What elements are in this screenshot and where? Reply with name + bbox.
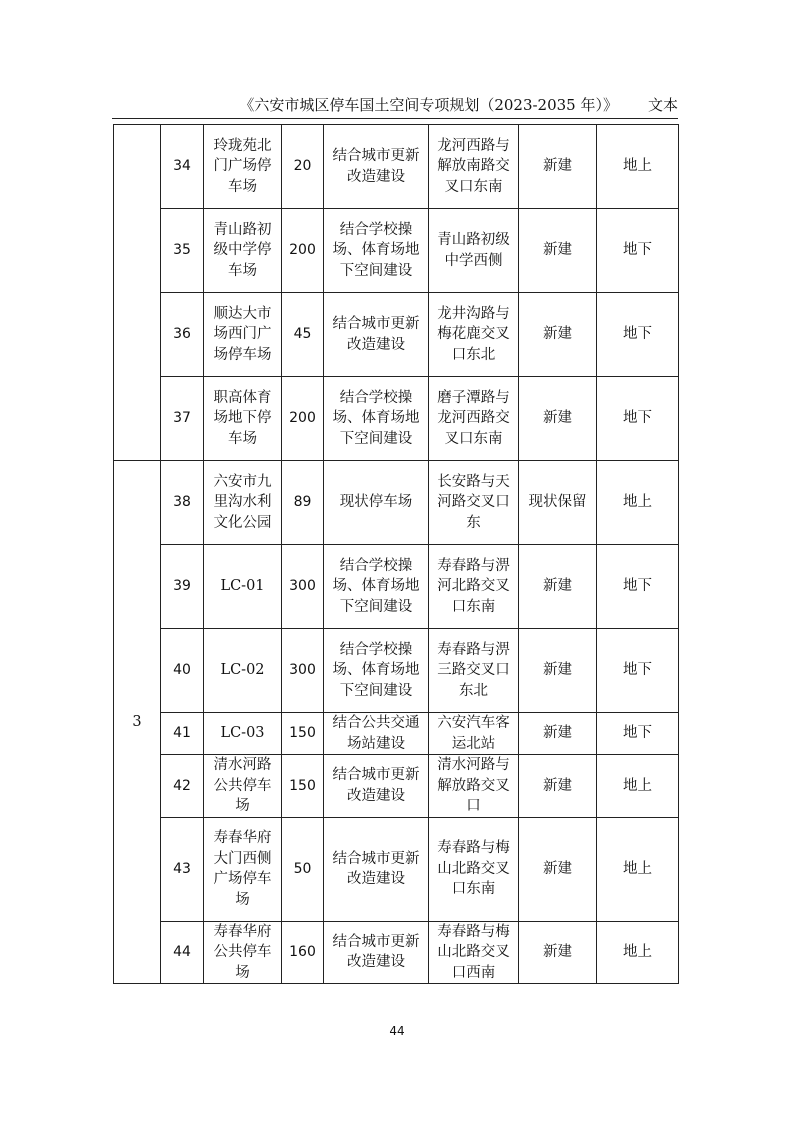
cell-level: 地下: [597, 293, 679, 377]
cell-capacity: 160: [282, 921, 324, 984]
cell-parking-name: 青山路初级中学停车场: [204, 209, 282, 293]
cell-construction-mode: 结合学校操场、体育场地下空间建设: [324, 209, 429, 293]
cell-level: 地上: [597, 817, 679, 921]
cell-parking-name: 玲珑苑北门广场停车场: [204, 125, 282, 209]
cell-serial-number: 43: [161, 817, 204, 921]
cell-construction-type: 新建: [519, 817, 597, 921]
table-row: [114, 209, 679, 293]
table-row: [114, 461, 679, 545]
cell-serial-number: 35: [161, 209, 204, 293]
cell-location: 寿春路与梅山北路交叉口西南: [429, 921, 519, 984]
cell-location: 青山路初级中学西侧: [429, 209, 519, 293]
cell-location: 长安路与天河路交叉口东: [429, 461, 519, 545]
cell-construction-mode: 结合城市更新改造建设: [324, 755, 429, 818]
table-row: [114, 629, 679, 713]
cell-serial-number: 36: [161, 293, 204, 377]
cell-location: 寿春路与梅山北路交叉口东南: [429, 817, 519, 921]
cell-level: 地上: [597, 461, 679, 545]
cell-level: 地下: [597, 377, 679, 461]
cell-level: 地下: [597, 629, 679, 713]
cell-location: 寿春路与淠河北路交叉口东南: [429, 545, 519, 629]
cell-serial-number: 34: [161, 125, 204, 209]
cell-parking-name: 职高体育场地下停车场: [204, 377, 282, 461]
cell-construction-type: 新建: [519, 293, 597, 377]
cell-construction-type: 新建: [519, 125, 597, 209]
table-row: [114, 817, 679, 921]
document-title: 《六安市城区停车国土空间专项规划（2023-2035 年）》: [239, 96, 618, 114]
page-number: 44: [389, 1024, 405, 1038]
cell-capacity: 20: [282, 125, 324, 209]
cell-parking-name: 清水河路公共停车场: [204, 755, 282, 818]
cell-capacity: 200: [282, 377, 324, 461]
table-row: [114, 125, 679, 209]
cell-serial-number: 41: [161, 713, 204, 755]
cell-serial-number: 39: [161, 545, 204, 629]
cell-construction-type: 新建: [519, 755, 597, 818]
cell-parking-name: LC-02: [204, 629, 282, 713]
cell-level: 地下: [597, 545, 679, 629]
cell-serial-number: 38: [161, 461, 204, 545]
cell-location: 六安汽车客运北站: [429, 713, 519, 755]
cell-location: 清水河路与解放路交叉口: [429, 755, 519, 818]
cell-construction-mode: 结合城市更新改造建设: [324, 921, 429, 984]
cell-construction-mode: 结合学校操场、体育场地下空间建设: [324, 629, 429, 713]
cell-location: 寿春路与淠三路交叉口东北: [429, 629, 519, 713]
cell-construction-mode: 结合城市更新改造建设: [324, 817, 429, 921]
cell-construction-type: 新建: [519, 545, 597, 629]
table-row: [114, 755, 679, 818]
cell-serial-number: 37: [161, 377, 204, 461]
cell-construction-mode: 结合学校操场、体育场地下空间建设: [324, 377, 429, 461]
cell-parking-name: LC-03: [204, 713, 282, 755]
cell-parking-name: 六安市九里沟水利文化公园: [204, 461, 282, 545]
cell-construction-mode: 结合城市更新改造建设: [324, 125, 429, 209]
cell-serial-number: 40: [161, 629, 204, 713]
cell-capacity: 50: [282, 817, 324, 921]
cell-group-number: 3: [114, 461, 161, 984]
cell-construction-type: 新建: [519, 629, 597, 713]
cell-capacity: 200: [282, 209, 324, 293]
cell-construction-type: 新建: [519, 209, 597, 293]
cell-construction-type: 新建: [519, 377, 597, 461]
cell-capacity: 45: [282, 293, 324, 377]
cell-construction-mode: 现状停车场: [324, 461, 429, 545]
cell-capacity: 89: [282, 461, 324, 545]
document-section-tag: 文本: [647, 96, 678, 114]
cell-serial-number: 44: [161, 921, 204, 984]
cell-location: 龙河西路与解放南路交叉口东南: [429, 125, 519, 209]
cell-serial-number: 42: [161, 755, 204, 818]
cell-construction-mode: 结合公共交通场站建设: [324, 713, 429, 755]
table-row: [114, 293, 679, 377]
table-row: [114, 921, 679, 984]
table-row: [114, 377, 679, 461]
parking-plan-table: [113, 124, 679, 984]
cell-level: 地下: [597, 713, 679, 755]
cell-parking-name: 寿春华府大门西侧广场停车场: [204, 817, 282, 921]
cell-parking-name: 寿春华府公共停车场: [204, 921, 282, 984]
cell-construction-type: 新建: [519, 921, 597, 984]
cell-capacity: 150: [282, 755, 324, 818]
cell-level: 地下: [597, 209, 679, 293]
cell-location: 龙井沟路与梅花鹿交叉口东北: [429, 293, 519, 377]
table-row: [114, 713, 679, 755]
cell-capacity: 300: [282, 545, 324, 629]
cell-level: 地上: [597, 125, 679, 209]
cell-location: 磨子潭路与龙河西路交叉口东南: [429, 377, 519, 461]
cell-construction-type: 新建: [519, 713, 597, 755]
cell-level: 地上: [597, 755, 679, 818]
cell-construction-mode: 结合城市更新改造建设: [324, 293, 429, 377]
cell-construction-type: 现状保留: [519, 461, 597, 545]
cell-capacity: 150: [282, 713, 324, 755]
cell-parking-name: LC-01: [204, 545, 282, 629]
cell-construction-mode: 结合学校操场、体育场地下空间建设: [324, 545, 429, 629]
cell-group-number: [114, 125, 161, 461]
table-row: [114, 545, 679, 629]
cell-level: 地上: [597, 921, 679, 984]
cell-parking-name: 顺达大市场西门广场停车场: [204, 293, 282, 377]
cell-capacity: 300: [282, 629, 324, 713]
running-header: [112, 94, 678, 119]
